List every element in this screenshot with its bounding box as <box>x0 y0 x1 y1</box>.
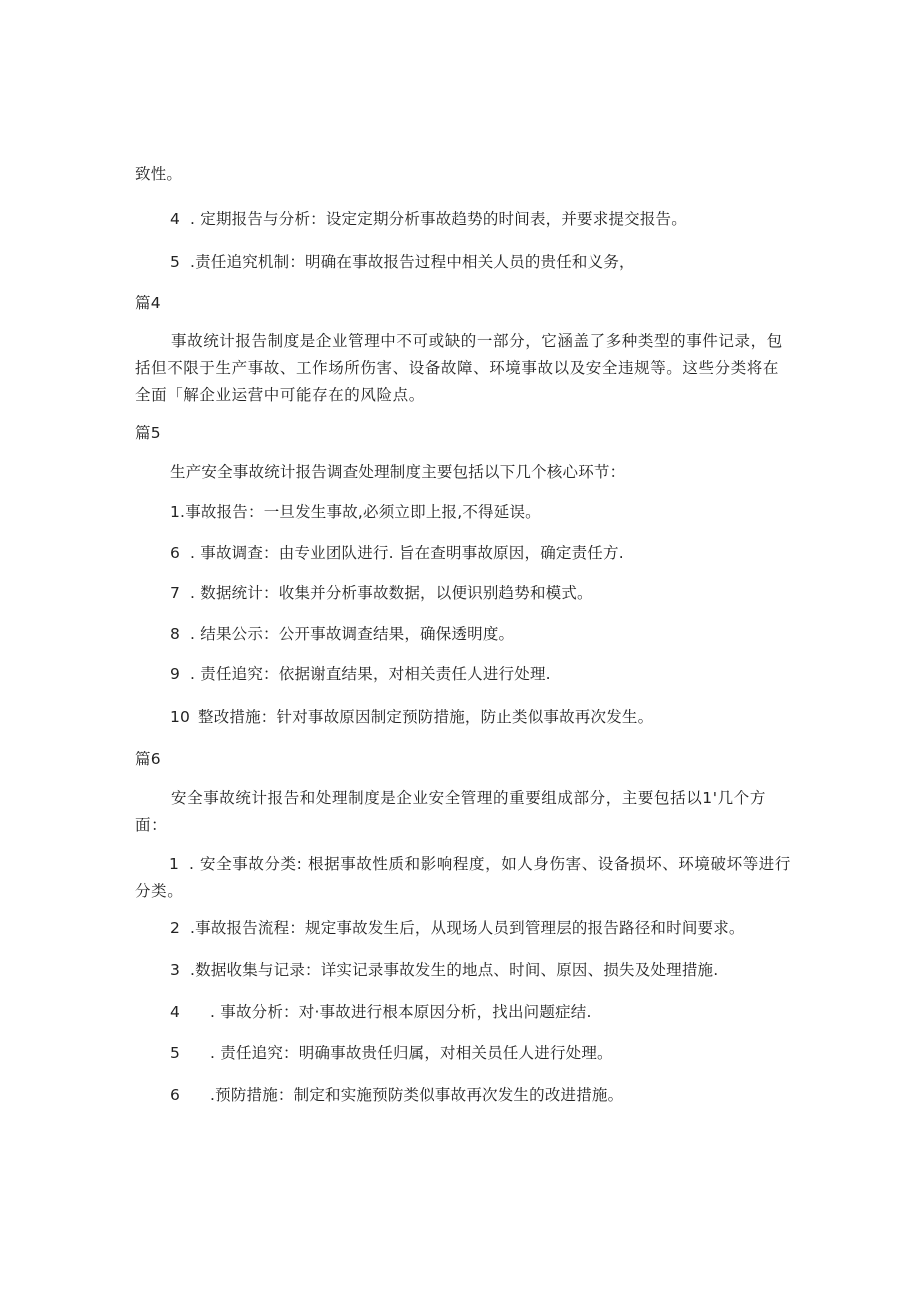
list-item-text: . 定期报告与分析：设定定期分析事故趋势的时间表，并要求提交报告。 <box>190 210 687 228</box>
list-item <box>170 209 687 229</box>
list-item <box>170 960 718 980</box>
list-item <box>170 1002 592 1022</box>
list-item-text: .事故报告流程：规定事故发生后，从现场人员到管理层的报告路径和时间要求。 <box>190 919 745 937</box>
paragraph: 安全事故统计报告和处理制度是企业安全管理的重要组成部分，主要包括以1'几个方面： <box>135 789 766 834</box>
list-item-text: .责任追究机制：明确在事故报告过程中相关人员的贵任和义务， <box>190 253 635 271</box>
list-item-number: 4 <box>170 210 181 228</box>
list-item-text: . 责任追究：依据谢直结果，对相关责任人进行处理. <box>190 665 551 683</box>
list-item <box>170 543 624 563</box>
list-item-number: 4 <box>170 1003 181 1021</box>
list-item-text: . 数据统计：收集并分析事故数据，以便识别趋势和模式。 <box>190 584 593 602</box>
list-item-number: 7 <box>170 584 181 602</box>
section-heading: 篇4 <box>135 294 161 312</box>
list-item <box>170 1085 623 1105</box>
list-item-text: . 责任追究：明确事故贵任归属，对相关员任人进行处理。 <box>210 1044 613 1062</box>
list-item <box>170 624 514 644</box>
list-item-number: 1 <box>169 855 180 873</box>
list-item-text: .数据收集与记录：详实记录事故发生的地点、时间、原因、损失及处理措施. <box>190 961 719 979</box>
list-item <box>170 664 551 684</box>
list-item-text: . 安全事故分类: 根据事故性质和影响程度，如人身伤害、设备损坏、环境破坏等进行分类。 <box>135 855 792 900</box>
list-item-number: 5 <box>170 253 181 271</box>
list-item-number: 10 <box>170 708 191 726</box>
section-heading: 篇5 <box>135 424 161 442</box>
list-item-number: 6 <box>170 1086 181 1104</box>
list-item <box>170 707 653 727</box>
section-heading: 篇6 <box>135 750 161 768</box>
list-item-number: 6 <box>170 544 181 562</box>
paragraph: 生产安全事故统计报告调查处理制度主要包括以下几个核心环节： <box>170 463 626 481</box>
list-item <box>170 1043 613 1063</box>
paragraph: 事故统计报告制度是企业管理中不可或缺的一部分，它涵盖了多种类型的事件记录，包括但不限于生产事故、工作场所伤害、设备故障、环境事故以及安全违规等。这些分类将在全面「解企业运营中可能存在的风险点。 <box>135 332 783 404</box>
list-item-text: 整改措施：针对事故原因制定预防措施，防止类似事故再次发生。 <box>198 708 654 726</box>
list-item-text: . 结果公示：公开事故调查结果，确保透明度。 <box>190 625 515 643</box>
list-item <box>170 252 635 272</box>
list-item <box>135 851 795 905</box>
list-item-text: . 事故分析：对·事故进行根本原因分析，找出问题症结. <box>210 1003 592 1021</box>
list-item-number: 8 <box>170 625 181 643</box>
list-item-text: .预防措施：制定和实施预防类似事故再次发生的改进措施。 <box>210 1086 624 1104</box>
list-item-text: . 事故调查：由专业团队进行. 旨在查明事故原因，确定责任方. <box>190 544 624 562</box>
list-item-number: 3 <box>170 961 181 979</box>
list-item <box>170 583 593 603</box>
list-item-number: 2 <box>170 919 181 937</box>
list-item-number: 5 <box>170 1044 181 1062</box>
list-item: 1.事故报告：一旦发生事故,必须立即上报,不得延误。 <box>170 503 541 521</box>
list-item <box>170 918 745 938</box>
list-item-number: 9 <box>170 665 181 683</box>
text-line: 致性。 <box>135 165 183 183</box>
